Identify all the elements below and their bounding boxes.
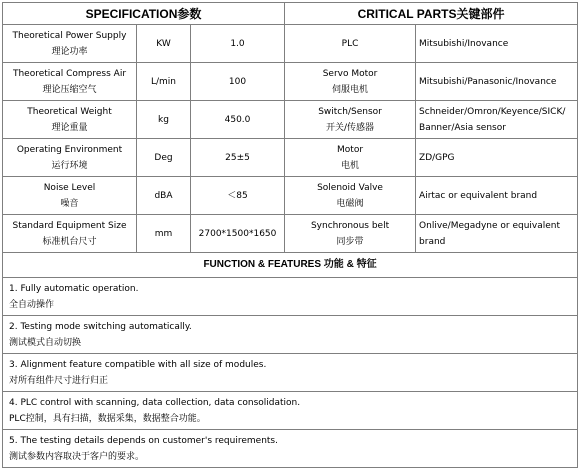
feature-text-zh: 测试参数内容取决于客户的要求。 [9,451,145,462]
spec-unit: Deg [137,139,191,177]
spec-name-en: Theoretical Weight [27,106,112,117]
spec-name-cell [3,25,137,63]
feature-cell [3,278,578,316]
feature-text-en: 2. Testing mode switching automatically. [9,321,192,332]
feature-text-zh: PLC控制，具有扫描，数据采集，数据整合功能。 [9,413,206,424]
part-brand: Mitsubishi/Panasonic/Inovance [419,76,557,87]
spec-value: 100 [191,63,285,101]
feature-row [3,392,578,430]
part-brand: Mitsubishi/Inovance [419,38,509,49]
feature-row [3,430,578,468]
part-name-zh: 电机 [341,160,360,171]
features-header: FUNCTION & FEATURES 功能 & 特征 [3,253,578,278]
spec-name-en: Theoretical Compress Air [12,68,127,79]
feature-text-en: 3. Alignment feature compatible with all size of modules. [9,359,267,370]
critical-parts-header: CRITICAL PARTS关键部件 [285,3,578,25]
spec-value: ＜85 [191,177,285,215]
feature-text-en: 1. Fully automatic operation. [9,283,139,294]
spec-name-zh: 理论功率 [51,46,88,57]
features-header-row [3,253,578,278]
feature-cell [3,430,578,468]
feature-row [3,316,578,354]
spec-name-en: Standard Equipment Size [12,220,127,231]
spec-unit: mm [137,215,191,253]
part-brand-continued: Banner/Asia sensor [419,122,506,133]
part-name-en: Switch/Sensor [318,106,382,117]
feature-text-zh: 全自动操作 [9,299,55,310]
header-row [3,3,578,25]
spec-unit: dBA [137,177,191,215]
part-name-en: Solenoid Valve [317,182,383,193]
spec-row [3,25,578,63]
part-brand-continued: brand [419,236,446,247]
spec-row [3,177,578,215]
spec-row [3,215,578,253]
part-name-zh: 开关/传感器 [326,122,375,133]
part-brand: Schneider/Omron/Keyence/SICK/ [419,106,566,117]
feature-cell [3,392,578,430]
part-name-en: Synchronous belt [310,220,390,231]
spec-name-en: Theoretical Power Supply [12,30,127,41]
feature-text-en: 4. PLC control with scanning, data collection, data consolidation. [9,397,301,408]
spec-name-en: Operating Environment [16,144,123,155]
part-name-zh: 伺服电机 [332,84,369,95]
feature-text-zh: 对所有组件尺寸进行归正 [9,375,109,386]
spec-name-cell [3,139,137,177]
feature-text-en: 5. The testing details depends on customer's requirements. [9,435,278,446]
part-brand: Airtac or equivalent brand [419,190,538,201]
spec-name-zh: 运行环境 [51,160,88,171]
part-brand-cell [416,177,578,215]
feature-text-zh: 测试模式自动切换 [9,337,82,348]
feature-row [3,278,578,316]
part-name-en: PLC [341,38,359,49]
spec-name-zh: 标准机台尺寸 [42,236,97,247]
part-name-cell [285,139,416,177]
part-name-zh: 电磁阀 [336,198,364,209]
specification-header: SPECIFICATION参数 [3,3,285,25]
spec-name-cell [3,101,137,139]
part-name-en: Servo Motor [322,68,378,79]
feature-cell [3,316,578,354]
part-brand-cell [416,25,578,63]
spec-unit: L/min [137,63,191,101]
feature-cell [3,354,578,392]
spec-name-zh: 理论压缩空气 [42,84,97,95]
part-name-cell [285,25,416,63]
spec-value: 2700*1500*1650 [191,215,285,253]
spec-name-cell [3,63,137,101]
part-name-cell [285,63,416,101]
part-name-cell [285,101,416,139]
spec-name-zh: 理论重量 [51,122,88,133]
part-brand-cell [416,139,578,177]
spec-name-cell [3,177,137,215]
feature-row [3,354,578,392]
part-brand-cell [416,101,578,139]
part-brand: ZD/GPG [419,152,455,163]
part-brand: Onlive/Megadyne or equivalent [419,220,561,231]
spec-value: 1.0 [191,25,285,63]
spec-unit: kg [137,101,191,139]
spec-row [3,63,578,101]
spec-unit: KW [137,25,191,63]
part-name-en: Motor [337,144,364,155]
spec-name-en: Noise Level [43,182,96,193]
spec-value: 450.0 [191,101,285,139]
part-name-cell [285,177,416,215]
spec-value: 25±5 [191,139,285,177]
spec-row [3,139,578,177]
part-name-zh: 同步带 [336,236,364,247]
spec-name-cell [3,215,137,253]
part-name-cell [285,215,416,253]
part-brand-cell [416,63,578,101]
part-brand-cell [416,215,578,253]
spec-name-zh: 噪音 [60,198,79,209]
spec-row [3,101,578,139]
specification-table [2,2,578,468]
